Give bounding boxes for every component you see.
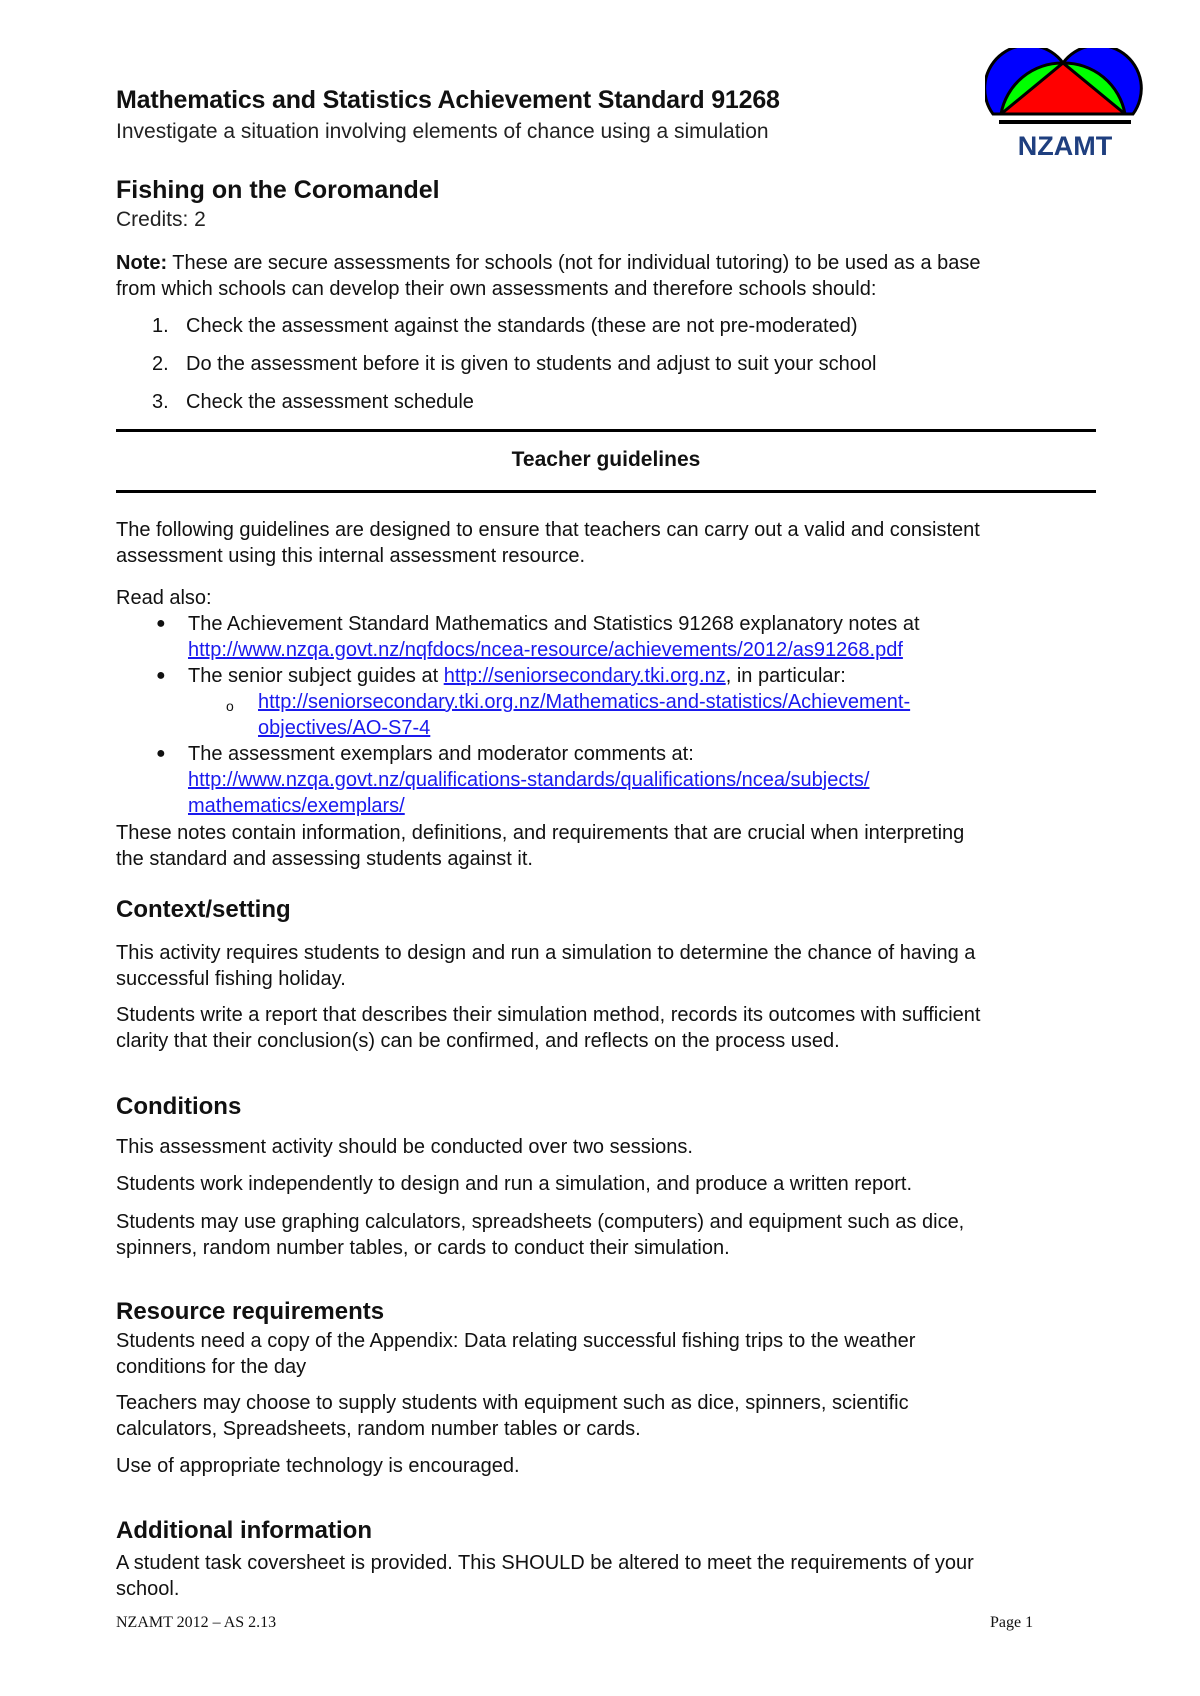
assessment-title: Fishing on the Coromandel xyxy=(116,176,440,204)
svg-text:NZAMT: NZAMT xyxy=(1017,131,1113,161)
standard-subtitle: Investigate a situation involving elements of chance using a simulation xyxy=(116,120,769,143)
conditions-paragraph-3: Students may use graphing calculators, spreadsheets (computers) and equipment such as dice, spinners, random number tables, or cards to conduct their simulation. xyxy=(116,1211,965,1259)
sub-list-item xyxy=(258,689,910,741)
sub-bullet-icon: o xyxy=(226,698,234,714)
guidelines-closing: These notes contain information, definitions, and requirements that are crucial when interpreting the standard and assessing students against it. xyxy=(116,822,965,870)
credits: Credits: 2 xyxy=(116,208,206,231)
context-heading: Context/setting xyxy=(116,896,291,923)
conditions-paragraph-1: This assessment activity should be conducted over two sessions. xyxy=(116,1136,693,1158)
divider-top xyxy=(116,429,1096,432)
nzamt-logo xyxy=(985,48,1145,166)
achievement-objectives-link[interactable]: http://seniorsecondary.tki.org.nz/Mathematics-and-statistics/Achievement- xyxy=(258,691,911,713)
footer-left: NZAMT 2012 – AS 2.13 xyxy=(116,1614,277,1631)
bullet-icon: ● xyxy=(156,667,166,684)
read-also-label: Read also: xyxy=(116,587,212,609)
divider-bottom xyxy=(116,490,1096,493)
standard-title: Mathematics and Statistics Achievement Standard 91268 xyxy=(116,86,780,114)
explanatory-notes-link[interactable]: http://www.nzqa.govt.nz/nqfdocs/ncea-resource/achievements/2012/as91268.pdf xyxy=(188,639,903,661)
list-item: The assessment exemplars and moderator comments at: http://www.nzqa.govt.nz/qualifications-standards/qualifications/ncea/subjects/ mathematics/exemplars/ xyxy=(188,743,870,817)
context-paragraph-2: Students write a report that describes their simulation method, records its outcomes with sufficient clarity that their conclusion(s) can be confirmed, and reflects on the process used. xyxy=(116,1004,981,1052)
additional-paragraph: A student task coversheet is provided. This SHOULD be altered to meet the requirements of your school. xyxy=(116,1552,974,1600)
resources-heading: Resource requirements xyxy=(116,1298,385,1325)
achievement-objectives-link-cont[interactable]: objectives/AO-S7-4 xyxy=(258,717,431,739)
senior-guides-link[interactable]: http://seniorsecondary.tki.org.nz xyxy=(443,665,726,687)
resources-paragraph-3: Use of appropriate technology is encouraged. xyxy=(116,1455,520,1477)
resources-paragraph-1: Students need a copy of the Appendix: Data relating successful fishing trips to the weather conditions for the day xyxy=(116,1330,916,1378)
conditions-heading: Conditions xyxy=(116,1093,242,1120)
additional-heading: Additional information xyxy=(116,1517,372,1544)
bullet-icon: ● xyxy=(156,615,166,632)
conditions-paragraph-2: Students work independently to design and run a simulation, and produce a written report. xyxy=(116,1173,913,1195)
resources-paragraph-2: Teachers may choose to supply students with equipment such as dice, spinners, scientific calculators, Spreadsheets, random number tables or cards. xyxy=(116,1392,909,1440)
bullet-icon: ● xyxy=(156,745,166,762)
nzamt-logo-icon xyxy=(985,48,1145,166)
note-item-1: 1. Check the assessment against the standards (these are not pre-moderated) xyxy=(152,315,858,337)
note-item-3: 3. Check the assessment schedule xyxy=(152,391,474,413)
note-item-2: 2. Do the assessment before it is given to students and adjust to suit your school xyxy=(152,353,877,375)
teacher-guidelines-heading: Teacher guidelines xyxy=(511,448,701,471)
note-label: Note: xyxy=(116,252,168,274)
list-item: The senior subject guides at http://seniorsecondary.tki.org.nz, in particular: xyxy=(188,665,846,687)
note-paragraph: Note: These are secure assessments for schools (not for individual tutoring) to be used as a base from which schools can develop their own assessments and therefore schools should: xyxy=(116,252,981,300)
exemplars-link-cont[interactable]: mathematics/exemplars/ xyxy=(188,795,405,817)
guidelines-intro: The following guidelines are designed to ensure that teachers can carry out a valid and consistent assessment using this internal assessment resource. xyxy=(116,519,980,567)
page-number: Page 1 xyxy=(990,1614,1034,1631)
list-item: The Achievement Standard Mathematics and Statistics 91268 explanatory notes at http://www.nzqa.govt.nz/nqfdocs/ncea-resource/achievements/2012/as91268.pdf xyxy=(188,613,920,661)
context-paragraph-1: This activity requires students to design and run a simulation to determine the chance of having a successful fishing holiday. xyxy=(116,942,976,990)
exemplars-link[interactable]: http://www.nzqa.govt.nz/qualifications-standards/qualifications/ncea/subjects/ xyxy=(188,769,870,791)
